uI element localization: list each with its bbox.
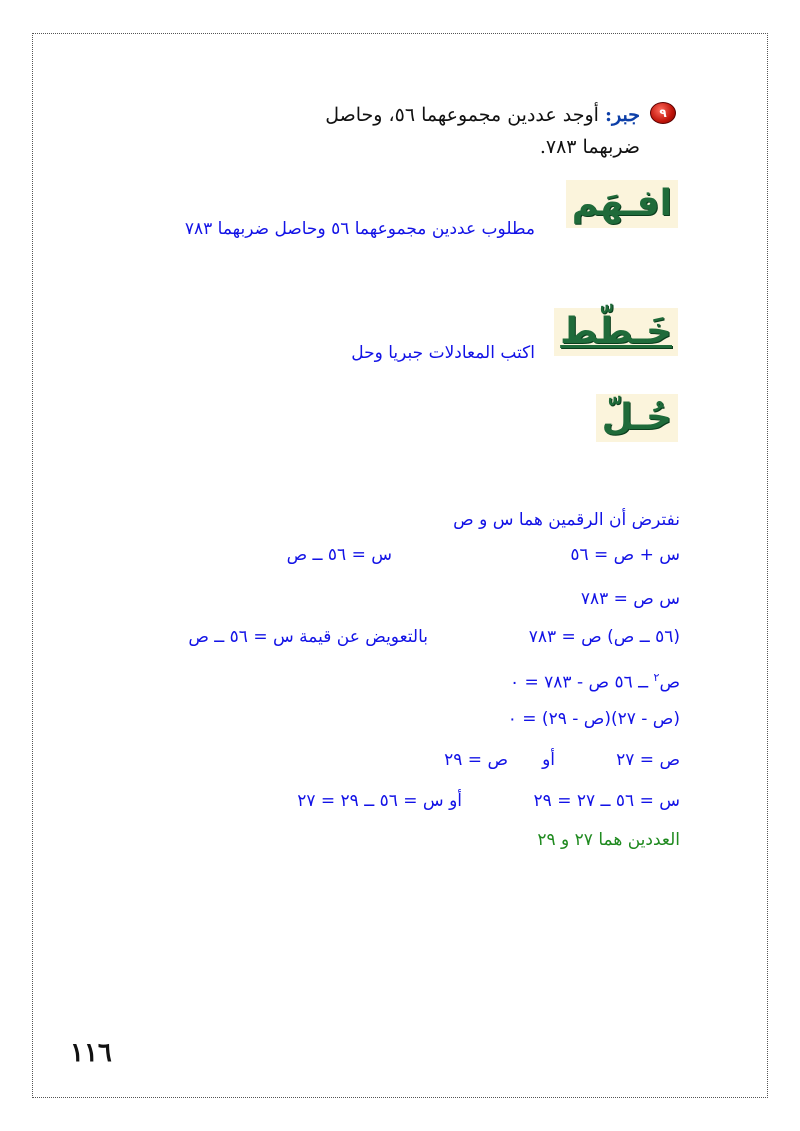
equation-7: س = ٥٦ ــ ٢٧ = ٢٩ (533, 791, 680, 811)
problem-number-badge (650, 102, 676, 124)
problem-line-1 (325, 104, 640, 126)
equation-1: س + ص = ٥٦ (570, 545, 680, 565)
equation-3-note: بالتعويض عن قيمة س = ٥٦ ــ ص (188, 627, 428, 647)
final-answer: العددين هما ٢٧ و ٢٩ (537, 830, 680, 850)
equation-6: ص = ٢٧ (616, 750, 680, 770)
understand-label: افـهَم (566, 180, 678, 228)
page-number: ١١٦ (70, 1038, 112, 1068)
equation-5: (ص - ٢٧)(ص - ٢٩) = ٠ (507, 709, 680, 729)
understand-text: مطلوب عددين مجموعهما ٥٦ وحاصل ضربهما ٧٨٣ (184, 219, 535, 239)
problem-line-2: ضربهما ٧٨٣. (539, 136, 640, 158)
equation-4-rest: ــ ٥٦ ص - ٧٨٣ = ٠ (509, 672, 654, 693)
plan-text: اكتب المعادلات جبريا وحل (351, 343, 535, 363)
solve-label: حُـلّ (596, 394, 678, 442)
equation-7-right: أو س = ٥٦ ــ ٢٩ = ٢٧ (297, 791, 462, 811)
equation-6-right: ص = ٢٩ (444, 750, 508, 770)
equation-2: س ص = ٧٨٣ (580, 589, 680, 609)
problem-text-1: أوجد عددين مجموعهما ٥٦، وحاصل (325, 104, 599, 126)
equation-4-exponent: ٢ (653, 671, 660, 684)
equation-4 (510, 671, 680, 693)
solution-intro: نفترض أن الرقمين هما س و ص (453, 510, 680, 530)
plan-label: خَـطّط (554, 308, 678, 356)
problem-keyword: جبر: (605, 104, 640, 126)
equation-6-or: أو (542, 750, 555, 770)
equation-1-right: س = ٥٦ ــ ص (286, 545, 392, 565)
equation-3: (٥٦ ــ ص) ص = ٧٨٣ (528, 627, 680, 647)
equation-4-base: ص (659, 672, 680, 693)
problem-number: ٩ (659, 106, 667, 120)
